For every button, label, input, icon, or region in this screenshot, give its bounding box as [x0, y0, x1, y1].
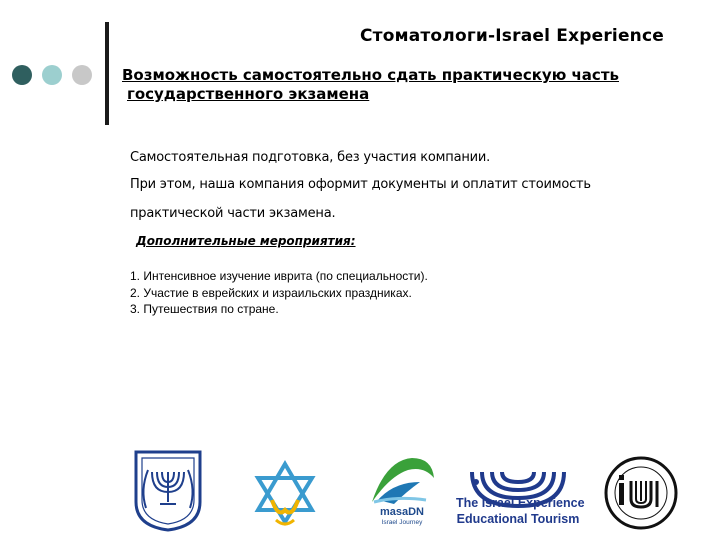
vertical-divider — [105, 22, 109, 125]
paragraph-2: При этом, наша компания оформит документы и оплатит стоимость — [130, 177, 591, 192]
list-item: 2. Участие в еврейских и израильских праздниках. — [130, 285, 412, 300]
star-of-david-logo — [250, 460, 320, 530]
round-seal-logo — [603, 455, 679, 531]
logos-row — [0, 450, 720, 540]
dot-teal — [42, 65, 62, 85]
list-item: 3. Путешествия по стране. — [130, 302, 279, 316]
ie-line-2: Educational Tourism — [456, 512, 580, 526]
masa-name: masaDN — [379, 506, 425, 518]
heading-line-2: государственного экзамена — [127, 85, 370, 103]
masa-subtitle: Israel Journey — [381, 519, 423, 526]
israel-experience-logo — [456, 450, 585, 532]
list-item: 1. Интенсивное изучение иврита (по специальности). — [130, 269, 428, 283]
paragraph-1: Самостоятельная подготовка, без участия компании. — [130, 150, 491, 165]
slide-title: Стоматологи-Israel Experience — [360, 26, 664, 46]
dot-gray — [72, 65, 92, 85]
extra-activities-heading: Дополнительные мероприятия: — [136, 234, 356, 248]
heading-line-1: Возможность самостоятельно сдать практическую часть — [122, 66, 619, 84]
decor-dots — [12, 65, 92, 85]
main-heading — [122, 66, 619, 104]
ie-line-1: The Israel Experience — [456, 496, 585, 510]
paragraph-3: практической части экзамена. — [130, 206, 336, 221]
activities-list — [130, 268, 428, 318]
dot-dark — [12, 65, 32, 85]
israel-emblem-logo — [132, 450, 204, 532]
masa-logo — [364, 452, 440, 532]
